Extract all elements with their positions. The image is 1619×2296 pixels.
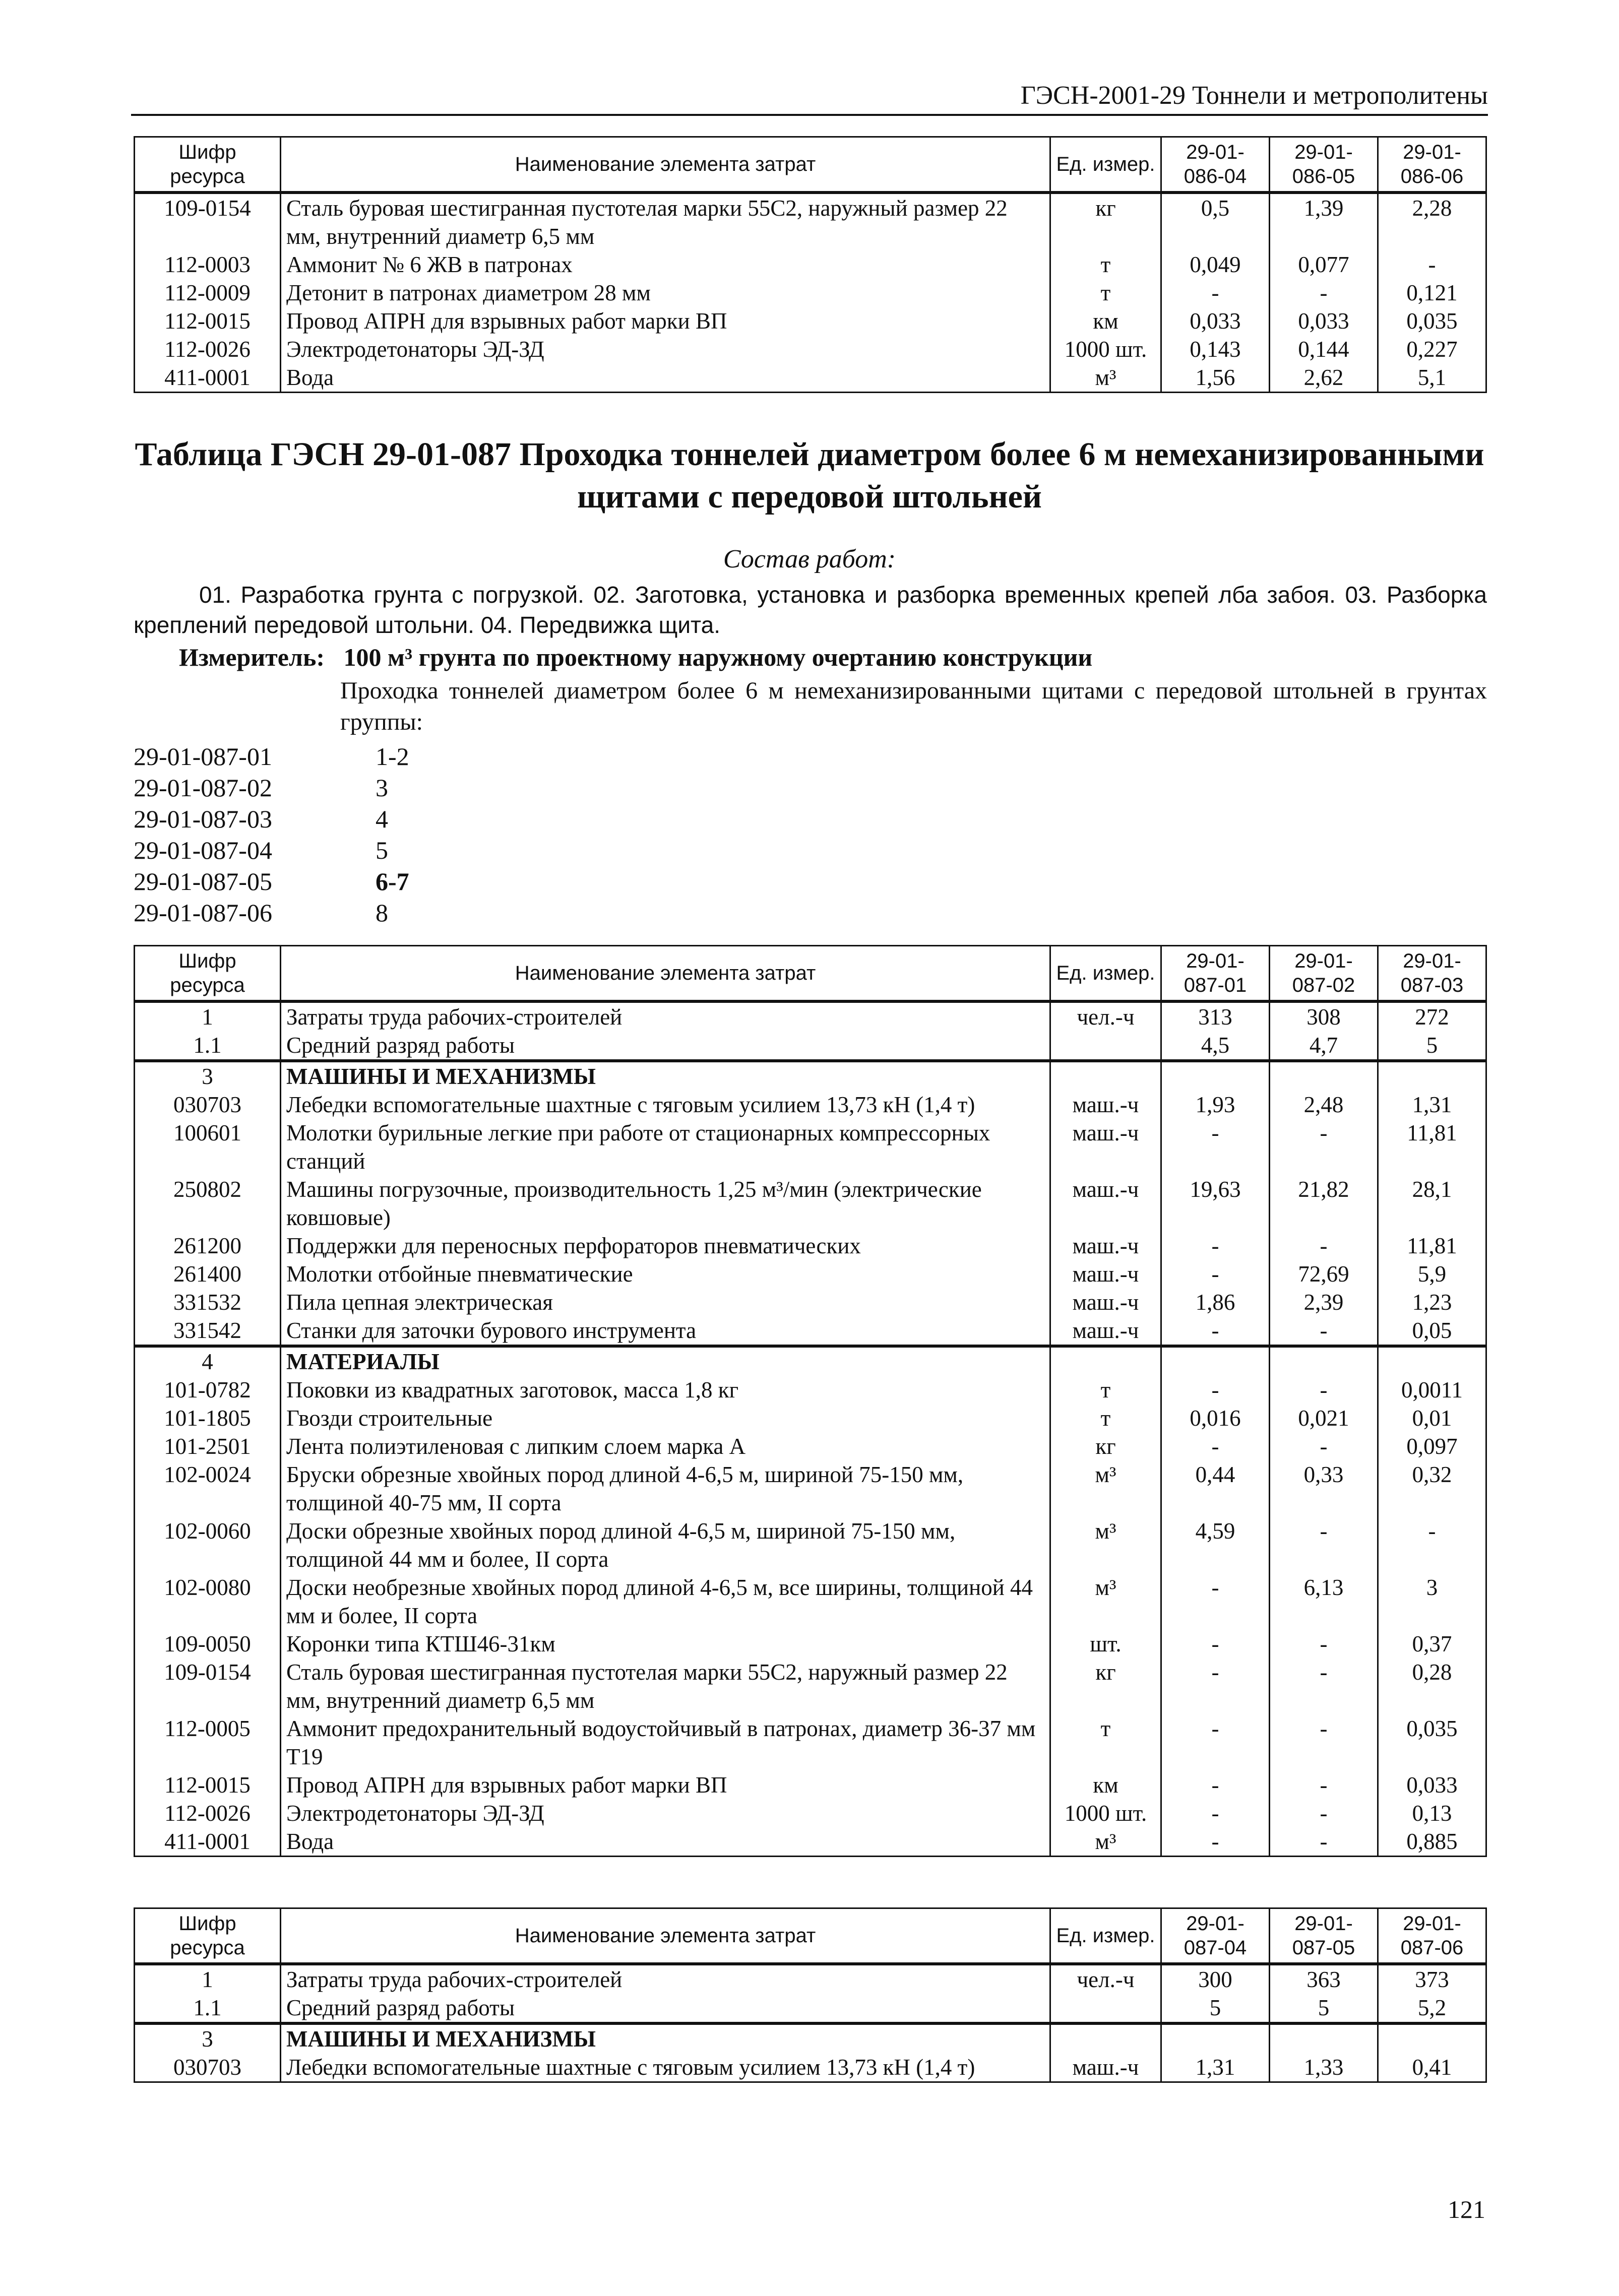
norm-value (1161, 2023, 1270, 2053)
norm-value: - (1270, 1827, 1378, 1857)
norm-value: 5 (1270, 1994, 1378, 2023)
column-header: Ед. измер. (1050, 946, 1161, 1001)
unit-of-measure (1050, 1061, 1161, 1091)
cost-element-name: Вода (281, 1827, 1050, 1857)
cost-element-name: Электродетонаторы ЭД-ЗД (281, 1799, 1050, 1827)
cost-element-name: Молотки отбойные пневматические (281, 1260, 1050, 1288)
norm-value: - (1270, 1799, 1378, 1827)
norm-value: 2,28 (1378, 193, 1486, 250)
cost-element-name: Лебедки вспомогательные шахтные с тяговым усилием 13,73 кН (1,4 т) (281, 2053, 1050, 2082)
cost-element-name: Затраты труда рабочих-строителей (281, 1001, 1050, 1031)
resource-code: 1 (135, 1001, 281, 1031)
unit-of-measure: м³ (1050, 1517, 1161, 1573)
unit-of-measure: км (1050, 307, 1161, 335)
norm-code-row (134, 803, 409, 835)
norm-value: 11,81 (1378, 1232, 1486, 1260)
unit-of-measure: кг (1050, 1658, 1161, 1714)
norm-value: 0,41 (1378, 2053, 1486, 2082)
resource-code: 4 (135, 1346, 281, 1376)
unit-of-measure: маш.-ч (1050, 1091, 1161, 1119)
norm-value: 5 (1378, 1031, 1486, 1061)
norm-value (1270, 2023, 1378, 2053)
column-header: Шифр ресурса (135, 1908, 281, 1964)
resource-code: 1.1 (135, 1994, 281, 2023)
table-row (135, 1964, 1486, 1994)
work-composition-text: 01. Разработка грунта с погрузкой. 02. Заготовка, установка и разборка временных крепей лба забоя. 03. Разборка креплений передовой штольни. 04. Передвижка щита. (134, 582, 1487, 638)
unit-of-measure: маш.-ч (1050, 1260, 1161, 1288)
column-header: 29-01-087-01 (1161, 946, 1270, 1001)
resource-code: 102-0060 (135, 1517, 281, 1573)
norm-value: 0,32 (1378, 1460, 1486, 1517)
norm-value: 11,81 (1378, 1119, 1486, 1175)
running-header: ГЭСН-2001-29 Тоннели и метрополитены (131, 76, 1488, 116)
resource-code: 3 (135, 2023, 281, 2053)
resource-code: 112-0009 (135, 279, 281, 307)
norm-value: 0,033 (1270, 307, 1378, 335)
norm-value: - (1270, 1714, 1378, 1771)
unit-of-measure (1050, 1994, 1161, 2023)
table-row (135, 1432, 1486, 1460)
norm-value: 28,1 (1378, 1175, 1486, 1232)
norm-value: 1,39 (1270, 193, 1378, 250)
unit-of-measure: т (1050, 279, 1161, 307)
resource-table-087-01-03 (134, 945, 1487, 1857)
norm-value (1378, 1061, 1486, 1091)
cost-element-name: Провод АПРН для взрывных работ марки ВП (281, 307, 1050, 335)
table-row (135, 1658, 1486, 1714)
table-row (135, 1288, 1486, 1316)
resource-code: 261400 (135, 1260, 281, 1288)
table-row (135, 1799, 1486, 1827)
resource-code: 112-0026 (135, 1799, 281, 1827)
resource-code: 101-2501 (135, 1432, 281, 1460)
norm-value: - (1161, 1658, 1270, 1714)
table-row (135, 2053, 1486, 2082)
norm-value: 0,121 (1378, 279, 1486, 307)
cost-element-name: Доски обрезные хвойных пород длиной 4-6,5 м, шириной 75-150 мм, толщиной 44 мм и более, II сорта (281, 1517, 1050, 1573)
norm-value: - (1270, 1232, 1378, 1260)
cost-element-name: Лента полиэтиленовая с липким слоем марка А (281, 1432, 1050, 1460)
norm-code-row (134, 866, 409, 897)
unit-of-measure: т (1050, 1376, 1161, 1404)
table-row (135, 335, 1486, 363)
norm-value: 6,13 (1270, 1573, 1378, 1630)
norm-value: 0,035 (1378, 1714, 1486, 1771)
norm-value (1161, 1346, 1270, 1376)
cost-element-name: Молотки бурильные легкие при работе от стационарных компрессорных станций (281, 1119, 1050, 1175)
norm-value: 21,82 (1270, 1175, 1378, 1232)
resource-code: 112-0003 (135, 250, 281, 279)
cost-element-name: Затраты труда рабочих-строителей (281, 1964, 1050, 1994)
norm-value: 0,01 (1378, 1404, 1486, 1432)
norm-code-row (134, 835, 409, 866)
unit-of-measure: 1000 шт. (1050, 335, 1161, 363)
unit-of-measure: маш.-ч (1050, 1232, 1161, 1260)
table-row (135, 1771, 1486, 1799)
unit-of-measure: м³ (1050, 363, 1161, 393)
table-row (135, 1827, 1486, 1857)
cost-element-name: Пила цепная электрическая (281, 1288, 1050, 1316)
column-header: Шифр ресурса (135, 137, 281, 193)
column-header: Наименование элемента затрат (281, 946, 1050, 1001)
norm-value: 0,37 (1378, 1630, 1486, 1658)
unit-of-measure: т (1050, 1714, 1161, 1771)
column-header: 29-01-087-03 (1378, 946, 1486, 1001)
section-row (135, 1061, 1486, 1091)
cost-element-name: МАТЕРИАЛЫ (281, 1346, 1050, 1376)
norm-code: 29-01-087-02 (134, 774, 272, 802)
cost-element-name: Доски необрезные хвойных пород длиной 4-6,5 м, все ширины, толщиной 44 мм и более, II сорта (281, 1573, 1050, 1630)
norm-value: 0,143 (1161, 335, 1270, 363)
resource-code: 3 (135, 1061, 281, 1091)
table-row (135, 1460, 1486, 1517)
table-row (135, 1630, 1486, 1658)
unit-of-measure: кг (1050, 193, 1161, 250)
resource-code: 331532 (135, 1288, 281, 1316)
soil-group: 3 (376, 774, 388, 802)
norm-value: - (1270, 1432, 1378, 1460)
column-header: Наименование элемента затрат (281, 1908, 1050, 1964)
cost-element-name: Средний разряд работы (281, 1031, 1050, 1061)
unit-of-measure: шт. (1050, 1630, 1161, 1658)
page-number: 121 (1448, 2195, 1485, 2223)
table-row (135, 1001, 1486, 1031)
norm-value: 2,39 (1270, 1288, 1378, 1316)
soil-group: 1-2 (376, 742, 409, 771)
cost-element-name: Аммонит предохранительный водоустойчивый в патронах, диаметр 36-37 мм Т19 (281, 1714, 1050, 1771)
norm-value: - (1161, 1376, 1270, 1404)
norm-value: - (1270, 1630, 1378, 1658)
unit-of-measure: м³ (1050, 1460, 1161, 1517)
norm-value: 4,7 (1270, 1031, 1378, 1061)
table-row (135, 1994, 1486, 2023)
cost-element-name: Лебедки вспомогательные шахтные с тяговым усилием 13,73 кН (1,4 т) (281, 1091, 1050, 1119)
table-row (135, 1175, 1486, 1232)
norm-value: - (1161, 1232, 1270, 1260)
resource-code: 109-0050 (135, 1630, 281, 1658)
norm-value: 0,077 (1270, 250, 1378, 279)
norm-value: 0,035 (1378, 307, 1486, 335)
cost-element-name: Детонит в патронах диаметром 28 мм (281, 279, 1050, 307)
unit-of-measure: маш.-ч (1050, 1175, 1161, 1232)
unit-of-measure: маш.-ч (1050, 2053, 1161, 2082)
unit-of-measure: кг (1050, 1432, 1161, 1460)
resource-code: 030703 (135, 1091, 281, 1119)
norm-value: - (1378, 250, 1486, 279)
norm-value: 363 (1270, 1964, 1378, 1994)
norm-value: - (1161, 1630, 1270, 1658)
table-row (135, 1119, 1486, 1175)
table-row (135, 1091, 1486, 1119)
unit-of-measure: маш.-ч (1050, 1316, 1161, 1346)
resource-code: 112-0015 (135, 1771, 281, 1799)
work-composition-label: Состав работ: (723, 545, 896, 573)
norm-code: 29-01-087-06 (134, 899, 272, 927)
norm-value: - (1161, 1714, 1270, 1771)
column-header: Шифр ресурса (135, 946, 281, 1001)
column-header: 29-01-087-04 (1161, 1908, 1270, 1964)
table-row (135, 1714, 1486, 1771)
table-row (135, 279, 1486, 307)
norm-value: 1,31 (1161, 2053, 1270, 2082)
table-title: Таблица ГЭСН 29-01-087 Проходка тоннелей диаметром более 6 м немеханизированными щитами с передовой штольней (135, 436, 1484, 515)
norm-value: 5,1 (1378, 363, 1486, 393)
norm-value: - (1270, 1517, 1378, 1573)
norm-value: 300 (1161, 1964, 1270, 1994)
resource-code: 112-0005 (135, 1714, 281, 1771)
norm-value: 0,0011 (1378, 1376, 1486, 1404)
column-header: 29-01-086-06 (1378, 137, 1486, 193)
norm-code-row (134, 897, 409, 928)
norm-value: 1,33 (1270, 2053, 1378, 2082)
norm-value: 5,9 (1378, 1260, 1486, 1288)
norm-value: 72,69 (1270, 1260, 1378, 1288)
norm-value: - (1161, 1573, 1270, 1630)
norm-value: 0,885 (1378, 1827, 1486, 1857)
table-row (135, 1376, 1486, 1404)
resource-code: 1 (135, 1964, 281, 1994)
resource-table-087-04-06 (134, 1907, 1487, 2083)
norm-value (1270, 1346, 1378, 1376)
norm-value: - (1161, 1260, 1270, 1288)
norm-value: 313 (1161, 1001, 1270, 1031)
norm-value: 0,28 (1378, 1658, 1486, 1714)
cost-element-name: Средний разряд работы (281, 1994, 1050, 2023)
cost-element-name: Станки для заточки бурового инструмента (281, 1316, 1050, 1346)
table-row (135, 1316, 1486, 1346)
norm-value: 0,05 (1378, 1316, 1486, 1346)
norm-value: 0,144 (1270, 335, 1378, 363)
norm-value: 1,86 (1161, 1288, 1270, 1316)
norm-value: 0,049 (1161, 250, 1270, 279)
column-header: 29-01-086-04 (1161, 137, 1270, 193)
unit-of-measure: м³ (1050, 1573, 1161, 1630)
soil-group: 6-7 (376, 867, 409, 896)
cost-element-name: Аммонит № 6 ЖВ в патронах (281, 250, 1050, 279)
resource-code: 411-0001 (135, 1827, 281, 1857)
norm-code: 29-01-087-03 (134, 805, 272, 833)
table-row (135, 1232, 1486, 1260)
cost-element-name: Гвозди строительные (281, 1404, 1050, 1432)
norm-value: 4,5 (1161, 1031, 1270, 1061)
unit-of-measure: км (1050, 1771, 1161, 1799)
cost-element-name: Коронки типа КТШ46-31км (281, 1630, 1050, 1658)
norm-code: 29-01-087-01 (134, 742, 272, 771)
norm-value: - (1270, 1376, 1378, 1404)
cost-element-name: Машины погрузочные, производительность 1,25 м³/мин (электрические ковшовые) (281, 1175, 1050, 1232)
section-row (135, 2023, 1486, 2053)
norm-value: 5 (1161, 1994, 1270, 2023)
norm-value: 1,23 (1378, 1288, 1486, 1316)
table-row (135, 307, 1486, 335)
norm-value: - (1161, 1799, 1270, 1827)
meter-value: 100 м³ грунта по проектному наружному очертанию конструкции (343, 643, 1093, 671)
cost-element-name: Поковки из квадратных заготовок, масса 1,8 кг (281, 1376, 1050, 1404)
norm-code: 29-01-087-04 (134, 836, 272, 864)
resource-code: 030703 (135, 2053, 281, 2082)
cost-element-name: Вода (281, 363, 1050, 393)
cost-element-name: Сталь буровая шестигранная пустотелая марки 55С2, наружный размер 22 мм, внутренний диаметр 6,5 мм (281, 1658, 1050, 1714)
resource-code: 109-0154 (135, 193, 281, 250)
norm-value (1378, 1346, 1486, 1376)
norm-value: - (1378, 1517, 1486, 1573)
norm-value: 373 (1378, 1964, 1486, 1994)
cost-element-name: Сталь буровая шестигранная пустотелая марки 55С2, наружный размер 22 мм, внутренний диаметр 6,5 мм (281, 193, 1050, 250)
resource-code: 102-0080 (135, 1573, 281, 1630)
norm-value: 2,48 (1270, 1091, 1378, 1119)
table-row (135, 250, 1486, 279)
table-row (135, 193, 1486, 250)
measurement-unit (179, 643, 1092, 672)
resource-code: 109-0154 (135, 1658, 281, 1714)
norm-value: - (1270, 279, 1378, 307)
norm-value: 272 (1378, 1001, 1486, 1031)
unit-of-measure: м³ (1050, 1827, 1161, 1857)
cost-element-name: Электродетонаторы ЭД-ЗД (281, 335, 1050, 363)
unit-of-measure: маш.-ч (1050, 1119, 1161, 1175)
variant-description: Проходка тоннелей диаметром более 6 м немеханизированными щитами с передовой штольней в грунтах группы: (340, 677, 1487, 735)
unit-of-measure (1050, 2023, 1161, 2053)
table-row (135, 363, 1486, 393)
unit-of-measure: 1000 шт. (1050, 1799, 1161, 1827)
table-row (135, 1404, 1486, 1432)
norm-value: 308 (1270, 1001, 1378, 1031)
resource-code: 261200 (135, 1232, 281, 1260)
resource-code: 250802 (135, 1175, 281, 1232)
norm-value: 0,227 (1378, 335, 1486, 363)
column-header: 29-01-087-05 (1270, 1908, 1378, 1964)
cost-element-name: МАШИНЫ И МЕХАНИЗМЫ (281, 2023, 1050, 2053)
norm-value (1378, 2023, 1486, 2053)
section-row (135, 1346, 1486, 1376)
cost-element-name: Поддержки для переносных перфораторов пневматических (281, 1232, 1050, 1260)
norm-value: 5,2 (1378, 1994, 1486, 2023)
norm-value: 0,033 (1378, 1771, 1486, 1799)
norm-value: 0,097 (1378, 1432, 1486, 1460)
cost-element-name: Бруски обрезные хвойных пород длиной 4-6,5 м, шириной 75-150 мм, толщиной 40-75 мм, II сорта (281, 1460, 1050, 1517)
unit-of-measure: т (1050, 250, 1161, 279)
unit-of-measure: чел.-ч (1050, 1964, 1161, 1994)
soil-group: 5 (376, 836, 388, 864)
norm-value: 0,021 (1270, 1404, 1378, 1432)
norm-value: 2,62 (1270, 363, 1378, 393)
norm-value: 0,5 (1161, 193, 1270, 250)
norm-code-row (134, 772, 409, 803)
unit-of-measure (1050, 1346, 1161, 1376)
norm-code-list (134, 741, 409, 928)
norm-value: 19,63 (1161, 1175, 1270, 1232)
table-row (135, 1573, 1486, 1630)
column-header: Наименование элемента затрат (281, 137, 1050, 193)
column-header: Ед. измер. (1050, 1908, 1161, 1964)
norm-value: - (1161, 1827, 1270, 1857)
norm-code: 29-01-087-05 (134, 867, 272, 896)
norm-value: 3 (1378, 1573, 1486, 1630)
norm-value: 0,13 (1378, 1799, 1486, 1827)
resource-code: 331542 (135, 1316, 281, 1346)
column-header: 29-01-087-02 (1270, 946, 1378, 1001)
norm-value (1270, 1061, 1378, 1091)
resource-code: 112-0015 (135, 307, 281, 335)
column-header: Ед. измер. (1050, 137, 1161, 193)
norm-value: - (1161, 1119, 1270, 1175)
resource-code: 101-1805 (135, 1404, 281, 1432)
norm-value: 4,59 (1161, 1517, 1270, 1573)
table-row (135, 1517, 1486, 1573)
resource-table-086 (134, 136, 1487, 393)
soil-group: 8 (376, 899, 388, 927)
meter-label: Измеритель: (179, 643, 325, 671)
resource-code: 100601 (135, 1119, 281, 1175)
table-row (135, 1031, 1486, 1061)
cost-element-name: Провод АПРН для взрывных работ марки ВП (281, 1771, 1050, 1799)
norm-value: - (1270, 1316, 1378, 1346)
norm-value: - (1161, 1432, 1270, 1460)
norm-value: 0,44 (1161, 1460, 1270, 1517)
norm-value: - (1161, 1771, 1270, 1799)
norm-value: - (1161, 279, 1270, 307)
resource-code: 102-0024 (135, 1460, 281, 1517)
table-row (135, 1260, 1486, 1288)
resource-code: 101-0782 (135, 1376, 281, 1404)
norm-value: 1,31 (1378, 1091, 1486, 1119)
norm-value: - (1270, 1658, 1378, 1714)
column-header: 29-01-087-06 (1378, 1908, 1486, 1964)
norm-value: 0,016 (1161, 1404, 1270, 1432)
norm-value: - (1270, 1771, 1378, 1799)
norm-value: 0,33 (1270, 1460, 1378, 1517)
norm-value: - (1161, 1316, 1270, 1346)
norm-value (1161, 1061, 1270, 1091)
unit-of-measure: чел.-ч (1050, 1001, 1161, 1031)
resource-code: 1.1 (135, 1031, 281, 1061)
norm-code-row (134, 741, 409, 772)
unit-of-measure (1050, 1031, 1161, 1061)
column-header: 29-01-086-05 (1270, 137, 1378, 193)
soil-group: 4 (376, 805, 388, 833)
resource-code: 112-0026 (135, 335, 281, 363)
norm-value: 0,033 (1161, 307, 1270, 335)
norm-value: 1,56 (1161, 363, 1270, 393)
unit-of-measure: маш.-ч (1050, 1288, 1161, 1316)
unit-of-measure: т (1050, 1404, 1161, 1432)
norm-value: - (1270, 1119, 1378, 1175)
cost-element-name: МАШИНЫ И МЕХАНИЗМЫ (281, 1061, 1050, 1091)
resource-code: 411-0001 (135, 363, 281, 393)
norm-value: 1,93 (1161, 1091, 1270, 1119)
